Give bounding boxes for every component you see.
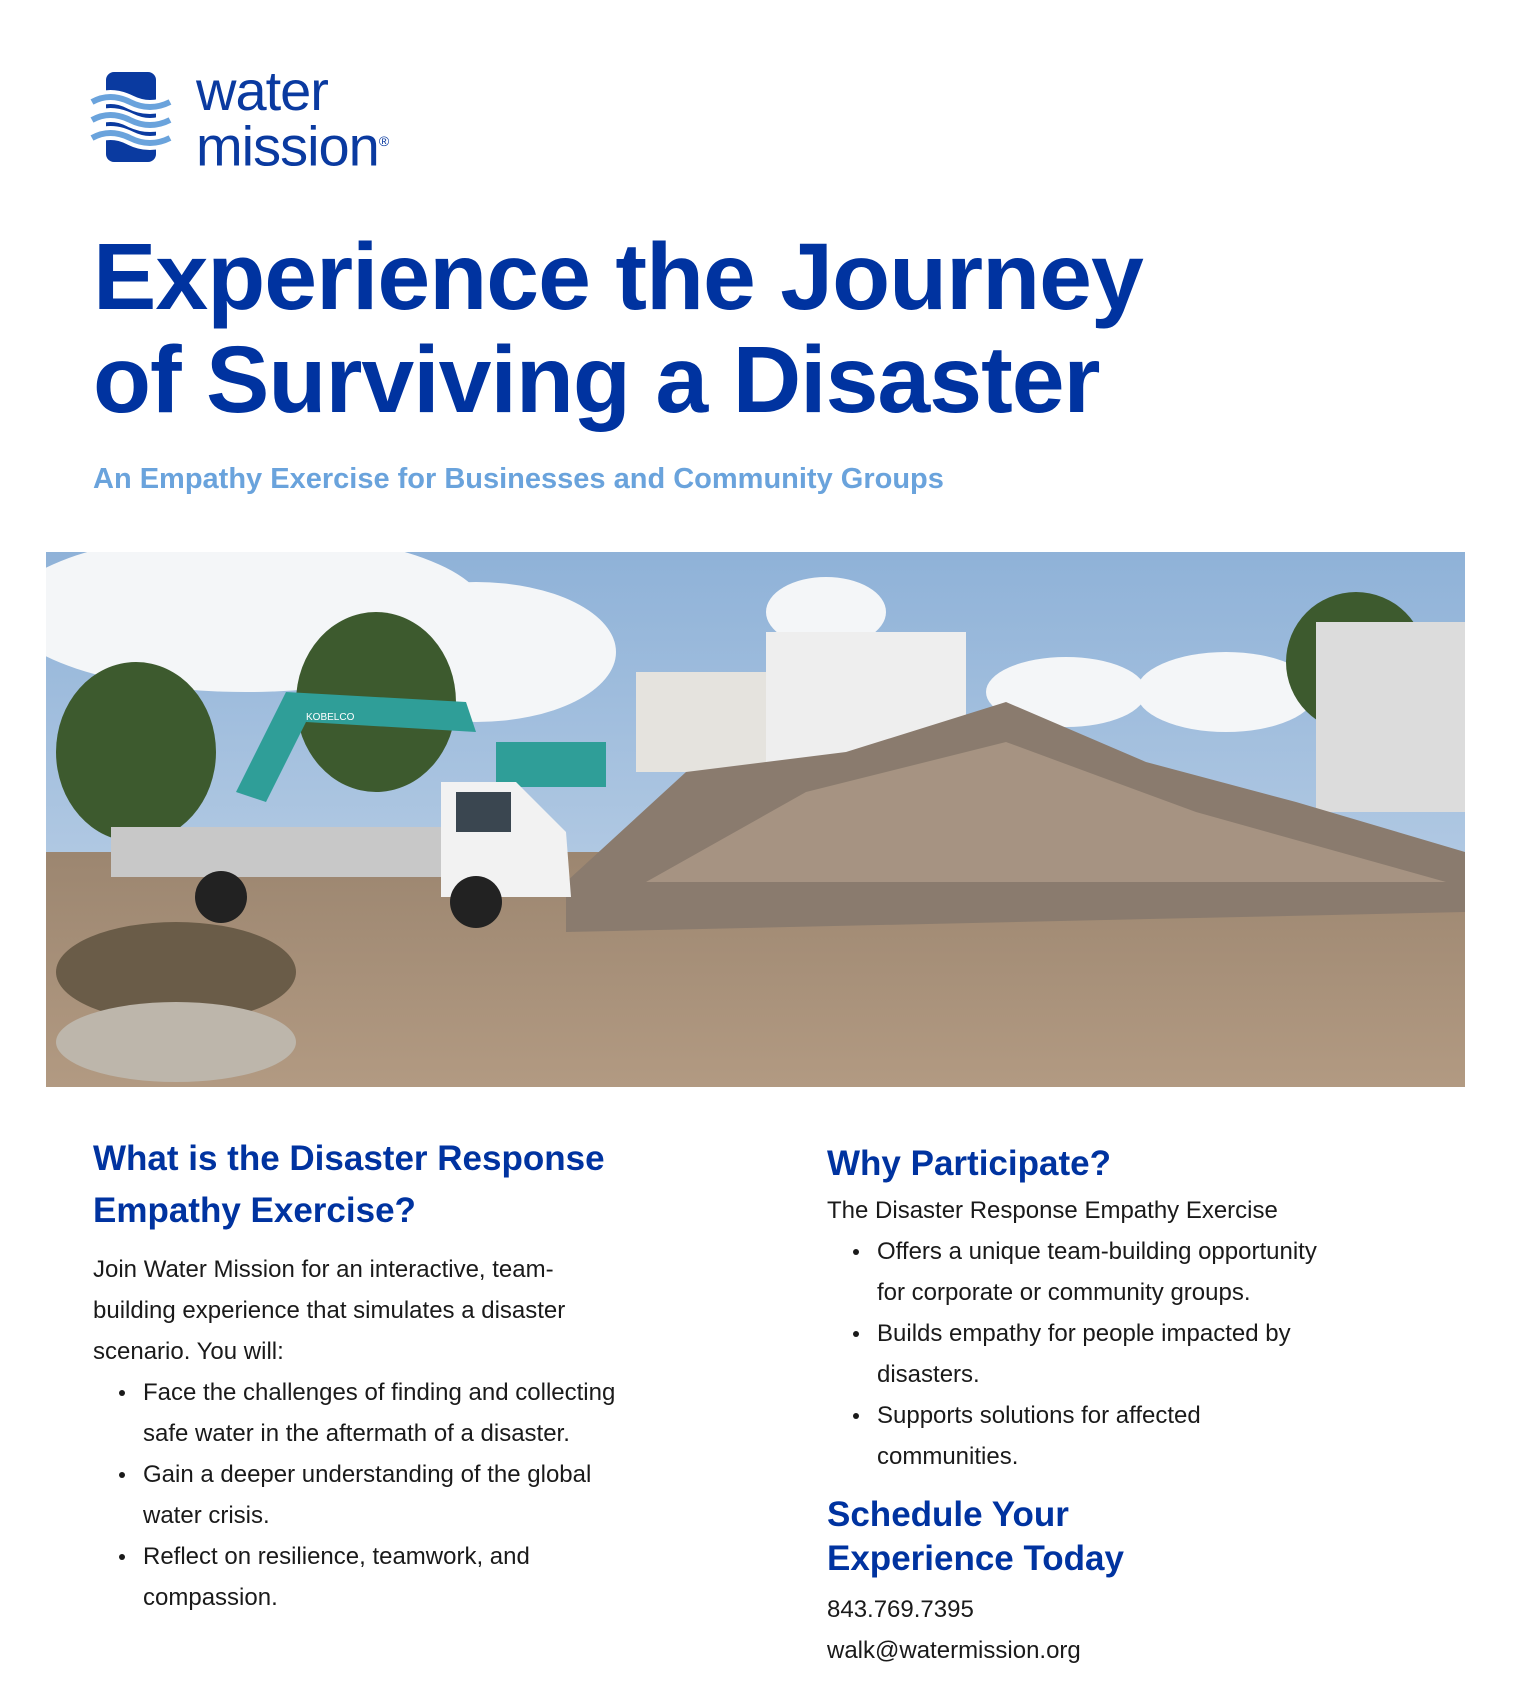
list-item <box>143 1536 693 1618</box>
bullet-line: safe water in the aftermath of a disaster. <box>143 1420 570 1447</box>
title-line-2: of Surviving a Disaster <box>93 327 1100 433</box>
why-participate-bullets <box>827 1231 1437 1477</box>
subtitle: An Empathy Exercise for Businesses and Community Groups <box>93 463 944 495</box>
logo-word-water: water <box>196 59 328 122</box>
phone-number[interactable]: 843.769.7395 <box>827 1596 974 1623</box>
schedule-heading-line-1: Schedule Your <box>827 1495 1069 1534</box>
what-is-heading-line-2: Empathy Exercise? <box>93 1191 416 1230</box>
intro-line: scenario. You will: <box>93 1338 284 1365</box>
bullet-line: Offers a unique team-building opportunity <box>877 1238 1317 1265</box>
list-item <box>143 1454 693 1536</box>
water-mission-logo <box>90 59 460 178</box>
bullet-line: water crisis. <box>143 1502 270 1529</box>
why-participate-intro: The Disaster Response Empathy Exercise <box>827 1197 1278 1224</box>
schedule-heading <box>827 1493 1437 1581</box>
bullet-line: Gain a deeper understanding of the global <box>143 1461 592 1488</box>
what-is-section <box>93 1133 693 1618</box>
what-is-bullets <box>93 1372 693 1618</box>
logo-word-mission <box>196 114 389 178</box>
logo-mission-text: mission <box>196 114 379 178</box>
what-is-heading <box>93 1133 693 1237</box>
list-item <box>877 1313 1437 1395</box>
page-title <box>93 226 1473 432</box>
bullet-line: compassion. <box>143 1584 278 1611</box>
excavator-brand: KOBELCO <box>306 712 355 723</box>
disaster-rubble-photo <box>46 552 1465 1087</box>
list-item <box>143 1372 693 1454</box>
registered-mark: ® <box>378 133 389 149</box>
intro-line: building experience that simulates a disaster <box>93 1297 566 1324</box>
bullet-line: Supports solutions for affected <box>877 1402 1201 1429</box>
what-is-heading-line-1: What is the Disaster Response <box>93 1139 605 1178</box>
logo-wave-mark-icon <box>90 72 186 166</box>
bullet-line: Reflect on resilience, teamwork, and <box>143 1543 530 1570</box>
what-is-intro <box>93 1249 693 1372</box>
bullet-line: Builds empathy for people impacted by <box>877 1320 1291 1347</box>
bullet-line: disasters. <box>877 1361 980 1388</box>
bullet-line: for corporate or community groups. <box>877 1279 1251 1306</box>
bullet-line: communities. <box>877 1443 1019 1470</box>
list-item <box>877 1231 1437 1313</box>
bullet-line: Face the challenges of finding and collecting <box>143 1379 616 1406</box>
email-link[interactable]: walk@watermission.org <box>827 1637 1081 1664</box>
title-line-1: Experience the Journey <box>93 224 1143 330</box>
intro-line: Join Water Mission for an interactive, team- <box>93 1256 554 1283</box>
list-item <box>877 1395 1437 1477</box>
why-participate-heading: Why Participate? <box>827 1144 1111 1183</box>
why-participate-section <box>827 1138 1437 1671</box>
schedule-heading-line-2: Experience Today <box>827 1539 1124 1578</box>
